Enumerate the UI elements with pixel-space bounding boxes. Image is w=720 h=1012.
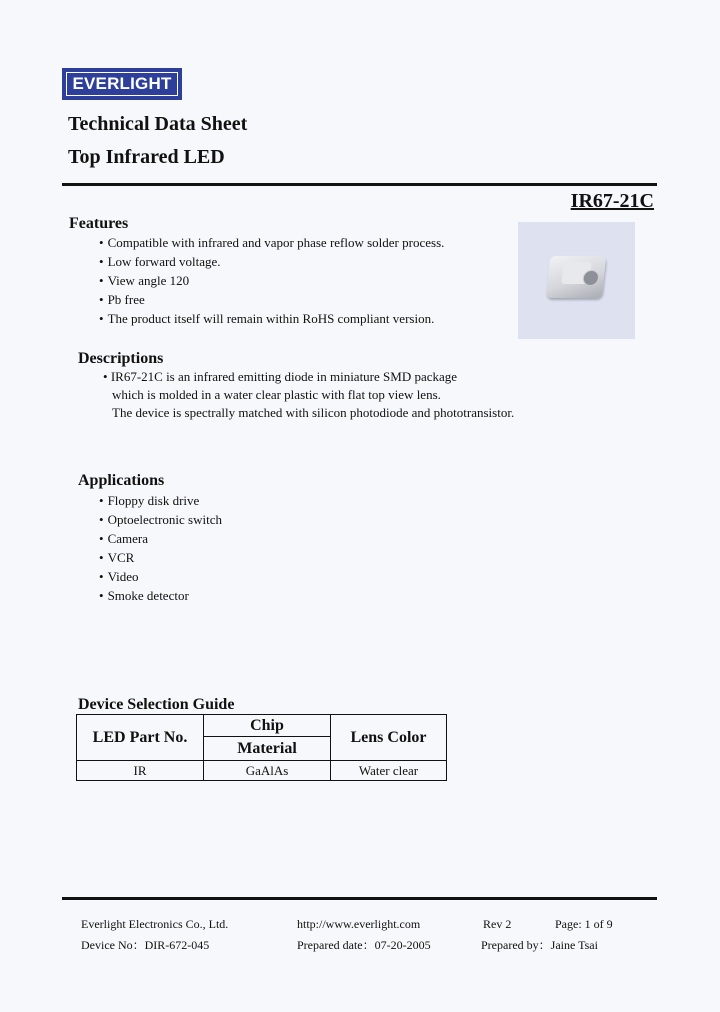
everlight-logo <box>62 68 182 100</box>
smd-led-image <box>546 256 606 298</box>
lens-image <box>582 270 600 286</box>
footer-rule <box>62 897 657 900</box>
list-item: • Pb free <box>99 290 444 309</box>
features-heading: Features <box>69 215 129 232</box>
description-line: The device is spectrally matched with silicon photodiode and phototransistor. <box>112 405 515 420</box>
doc-title: Technical Data Sheet <box>68 113 248 135</box>
logo-text: EVERLIGHT <box>66 72 178 96</box>
list-item: • Floppy disk drive <box>99 491 222 510</box>
list-item: • Camera <box>99 529 222 548</box>
col-header-part: LED Part No. <box>77 715 204 761</box>
list-item: • View angle 120 <box>99 271 444 290</box>
footer-url[interactable]: http://www.everlight.com <box>297 917 421 931</box>
footer-prepared-by: Prepared by：Jaine Tsai <box>481 938 598 952</box>
list-item: • Optoelectronic switch <box>99 510 222 529</box>
col-header-lens: Lens Color <box>331 715 447 761</box>
footer-prepared-date: Prepared date：07-20-2005 <box>297 938 431 952</box>
list-item: • VCR <box>99 548 222 567</box>
doc-subtitle: Top Infrared LED <box>68 146 225 168</box>
footer-page: Page: 1 of 9 <box>555 917 613 931</box>
table-cell-material: GaAlAs <box>204 761 331 781</box>
descriptions-heading: Descriptions <box>78 350 164 367</box>
applications-heading: Applications <box>78 472 165 489</box>
list-item: • Low forward voltage. <box>99 252 444 271</box>
description-line: • IR67-21C is an infrared emitting diode in miniature SMD package <box>103 369 458 384</box>
table-cell-lens: Water clear <box>331 761 447 781</box>
device-selection-table <box>76 714 447 781</box>
descriptions-text <box>103 368 514 422</box>
footer-device-no: Device No：DIR-672-045 <box>81 938 210 952</box>
list-item: • Video <box>99 567 222 586</box>
applications-list <box>99 491 222 605</box>
col-header-material: Material <box>204 737 331 761</box>
table-cell-part: IR <box>77 761 204 781</box>
description-line: which is molded in a water clear plastic with flat top view lens. <box>112 387 441 402</box>
col-header-chip: Chip <box>204 715 331 737</box>
footer-rev: Rev 2 <box>483 917 512 931</box>
footer-company: Everlight Electronics Co., Ltd. <box>81 917 229 931</box>
guide-heading: Device Selection Guide <box>78 696 235 713</box>
features-list <box>99 233 444 328</box>
list-item: • The product itself will remain within RoHS compliant version. <box>99 309 444 328</box>
header-rule <box>62 183 657 186</box>
product-photo <box>518 222 635 339</box>
list-item: • Smoke detector <box>99 586 222 605</box>
part-number: IR67-21C <box>570 190 654 212</box>
list-item: • Compatible with infrared and vapor phase reflow solder process. <box>99 233 444 252</box>
